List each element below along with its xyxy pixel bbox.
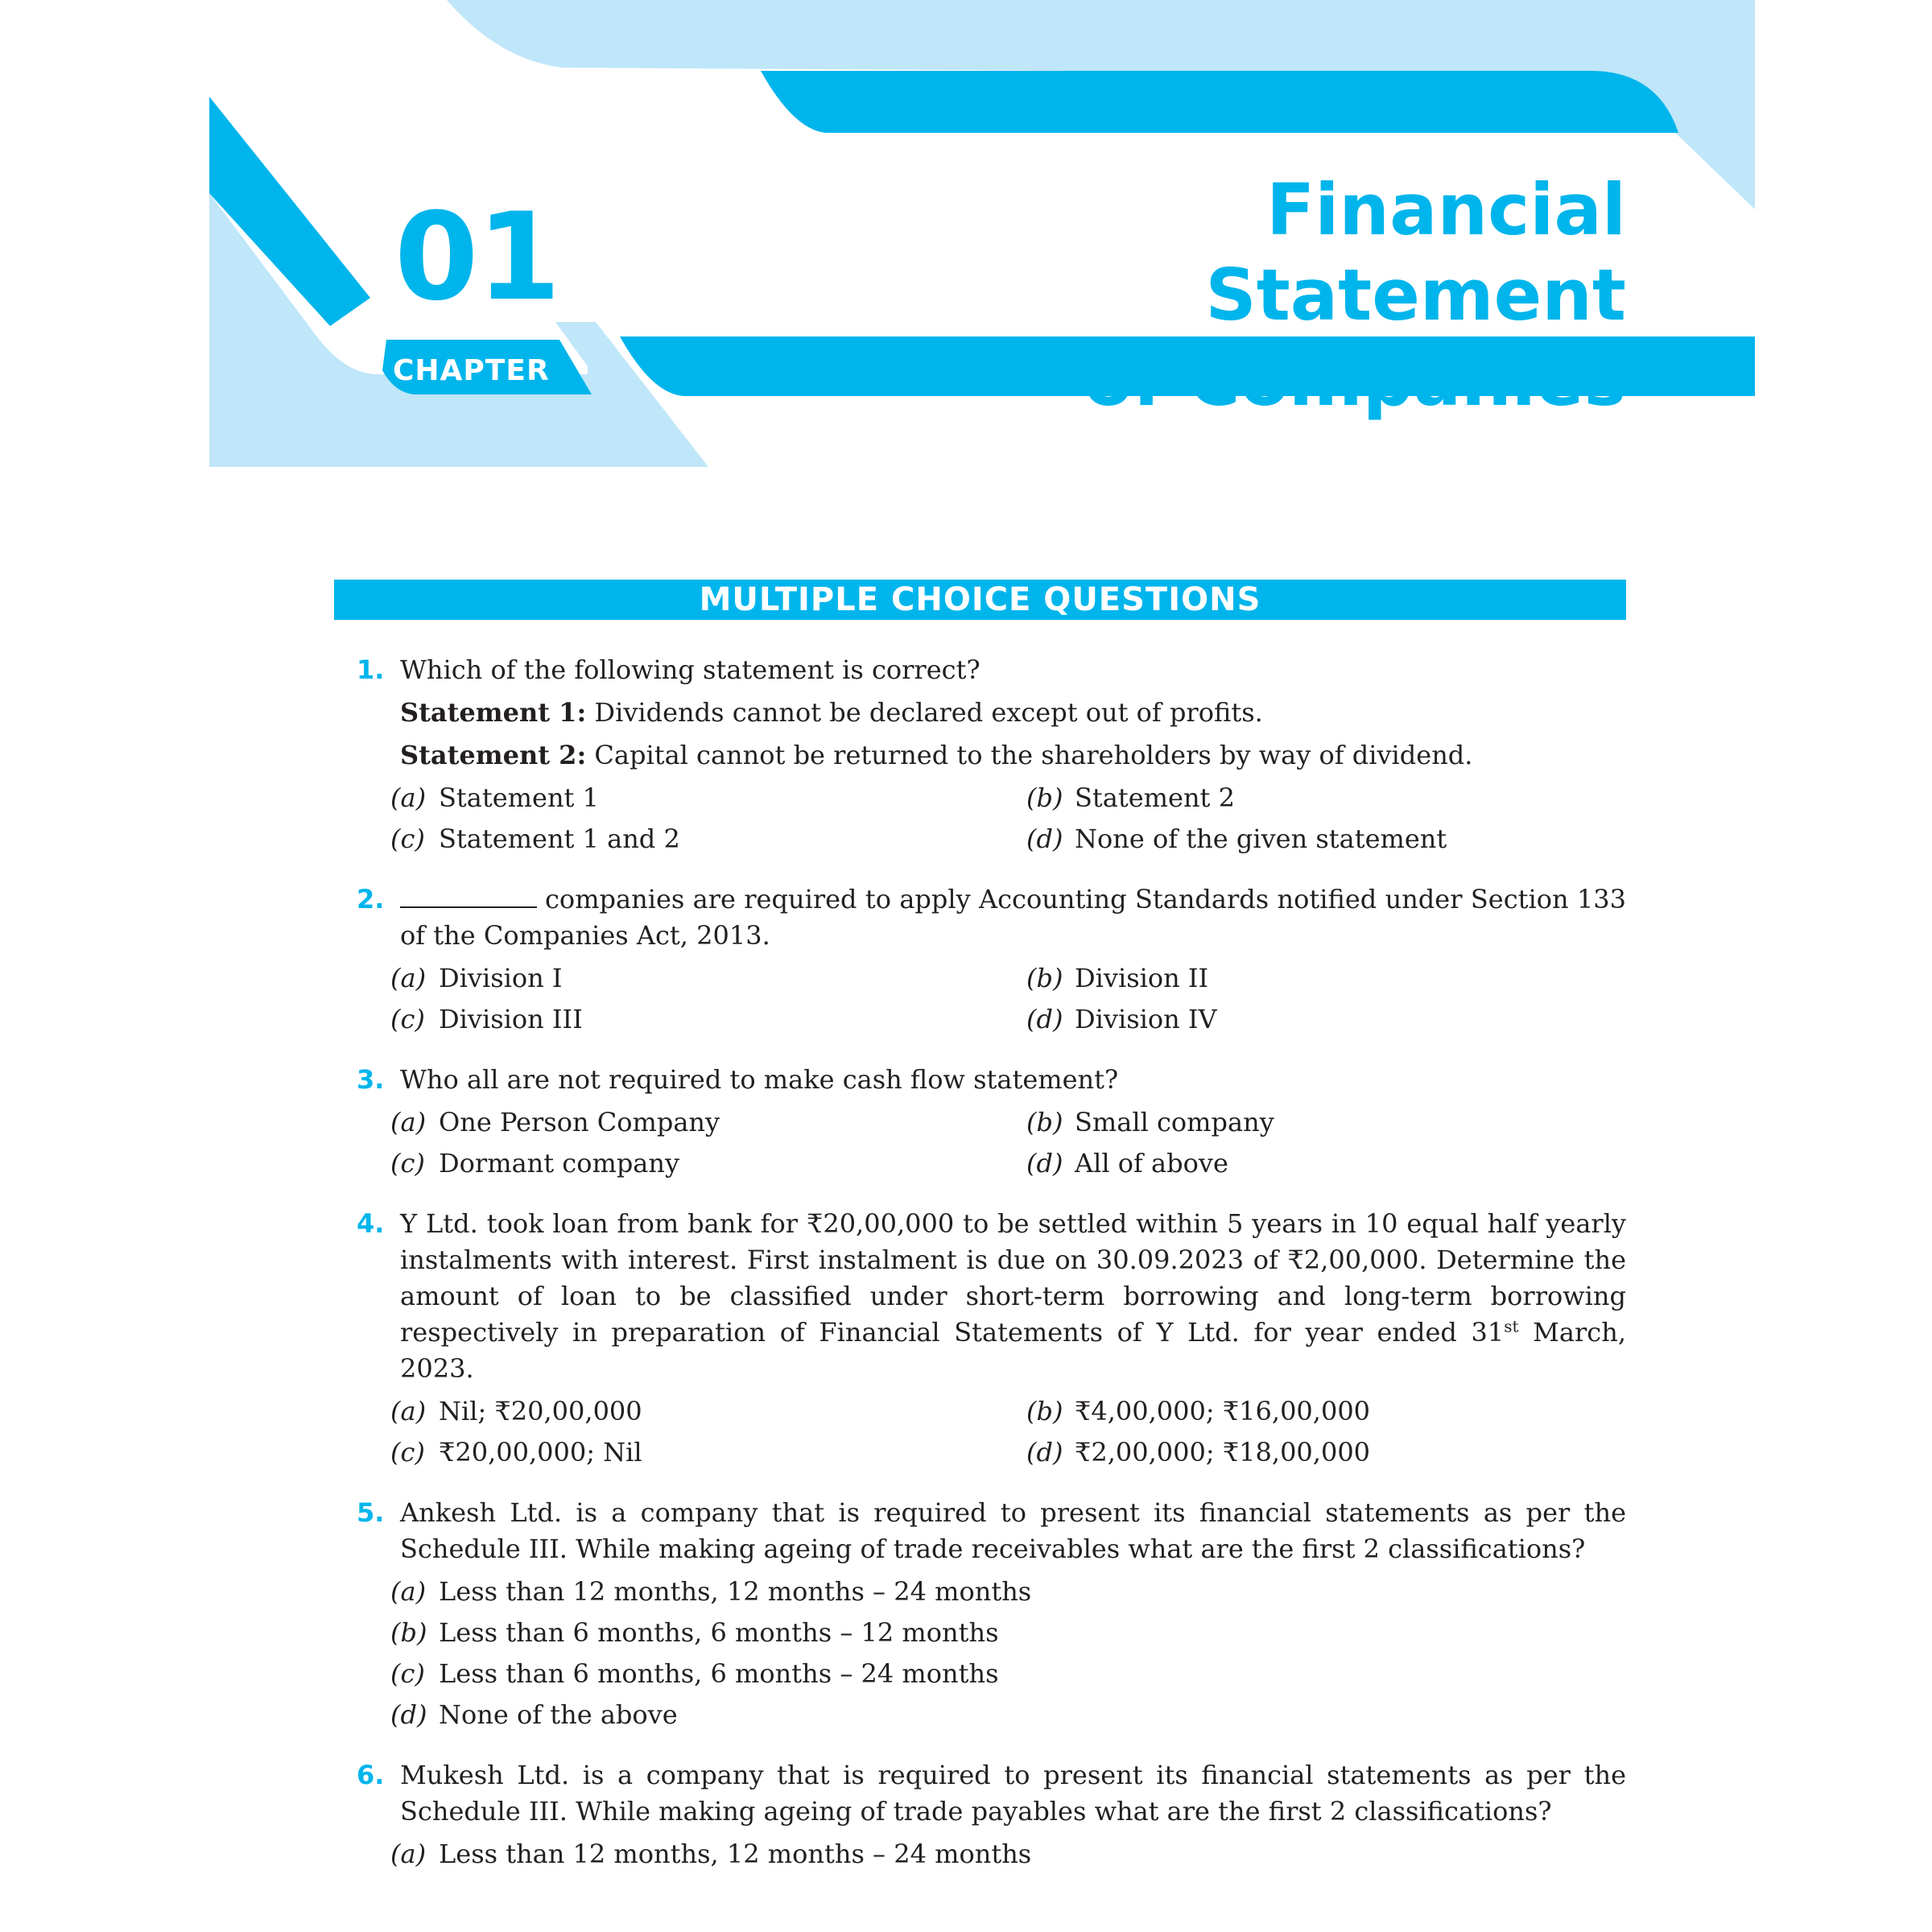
question-text-wrapper	[400, 881, 1626, 954]
chapter-title	[821, 167, 1626, 423]
question-6	[0, 1757, 1932, 1872]
question-number: 6.	[357, 1760, 385, 1790]
option-key: (b)	[1026, 1396, 1063, 1426]
question-text: Mukesh Ltd. is a company that is required to present its financial statements as per the Schedule III. While making ageing of trade payables what are the first 2 classifications?	[400, 1760, 1626, 1827]
option-key: (b)	[1026, 782, 1063, 813]
ordinal-suffix: st	[1504, 1316, 1519, 1336]
option-key: (d)	[1026, 1437, 1063, 1468]
option-d[interactable]	[1026, 1001, 1638, 1038]
chapter-title-line-2: of Companies	[1084, 339, 1626, 422]
option-c[interactable]	[390, 1435, 1026, 1471]
option-d[interactable]	[1026, 1435, 1638, 1471]
option-b[interactable]	[1026, 1393, 1638, 1430]
chapter-number: 01	[394, 188, 559, 328]
option-b[interactable]	[1026, 1104, 1638, 1141]
option-a[interactable]	[390, 960, 1026, 997]
option-c[interactable]	[390, 821, 1026, 857]
option-key: (c)	[390, 1004, 425, 1034]
option-key: (d)	[390, 1699, 427, 1730]
question-number: 4.	[357, 1208, 385, 1239]
question-number: 5.	[357, 1497, 385, 1528]
statement-label: Statement 2:	[400, 740, 587, 770]
option-key: (a)	[390, 1107, 427, 1137]
option-text: Division III	[439, 1004, 583, 1034]
options-grid	[390, 1393, 1626, 1471]
question-text: Ankesh Ltd. is a company that is required to present its financial statements as per the Schedule III. While making ageing of trade receivables what are the first 2 classifications?	[400, 1497, 1626, 1564]
option-key: (c)	[390, 1658, 425, 1689]
option-b[interactable]	[1026, 960, 1638, 997]
options-list	[390, 1836, 1626, 1872]
option-text: Nil; ₹20,00,000	[439, 1396, 642, 1426]
option-d[interactable]	[1026, 821, 1638, 857]
option-text: None of the given statement	[1075, 824, 1447, 854]
question-text: companies are required to apply Accounting Standards notified under Section 133 of the Companies Act, 2013.	[400, 884, 1626, 951]
option-text: Division II	[1075, 963, 1209, 993]
option-key: (c)	[390, 1437, 425, 1468]
option-key: (a)	[390, 1839, 427, 1869]
option-text: Dormant company	[439, 1148, 680, 1179]
question-text: Which of the following statement is correct?	[400, 654, 980, 685]
option-b[interactable]	[1026, 780, 1638, 816]
option-text: ₹4,00,000; ₹16,00,000	[1075, 1396, 1371, 1426]
option-text: Less than 6 months, 6 months – 24 months	[439, 1658, 999, 1689]
option-a[interactable]	[390, 1836, 1638, 1872]
question-4	[0, 1206, 1932, 1471]
statement-label: Statement 1:	[400, 697, 587, 728]
options-grid	[390, 1104, 1626, 1182]
options-grid	[390, 960, 1626, 1038]
section-banner: MULTIPLE CHOICE QUESTIONS	[334, 580, 1626, 620]
option-text: Statement 1	[439, 782, 599, 813]
option-text: Less than 6 months, 6 months – 12 months	[439, 1617, 999, 1648]
option-key: (d)	[1026, 824, 1063, 854]
option-d[interactable]	[1026, 1146, 1638, 1182]
options-list	[390, 1574, 1626, 1733]
option-c[interactable]	[390, 1656, 1638, 1692]
option-key: (b)	[390, 1617, 427, 1648]
option-text: Statement 2	[1075, 782, 1235, 813]
question-5	[0, 1495, 1932, 1733]
question-number: 1.	[357, 654, 385, 685]
question-number: 3.	[357, 1064, 385, 1095]
option-text: Statement 1 and 2	[439, 824, 680, 854]
question-number: 2.	[357, 884, 385, 914]
option-text: Division I	[439, 963, 563, 993]
question-text-end: March, 2023.	[400, 1317, 1627, 1384]
option-key: (b)	[1026, 963, 1063, 993]
option-key: (a)	[390, 1576, 427, 1607]
question-text-wrapper	[400, 1206, 1626, 1387]
option-c[interactable]	[390, 1146, 1026, 1182]
chapter-title-line-1: Financial Statement	[1205, 168, 1626, 336]
statement-1	[400, 695, 1626, 731]
option-key: (a)	[390, 782, 427, 813]
question-text: Who all are not required to make cash flow statement?	[400, 1064, 1119, 1095]
option-text: All of above	[1075, 1148, 1228, 1179]
option-key: (d)	[1026, 1148, 1063, 1179]
chapter-label: CHAPTER	[393, 354, 550, 387]
statement-2	[400, 737, 1626, 774]
option-key: (a)	[390, 1396, 427, 1426]
option-text: None of the above	[439, 1699, 678, 1730]
question-text: Y Ltd. took loan from bank for ₹20,00,000 to be settled within 5 years in 10 equal half yearly instalments with interest. First instalment is due on 30.09.2023 of ₹2,00,000. Determine the amount of loan to be classified under short-term borrowing and long-term borrowing respectively in preparation of Financial Statements of Y Ltd. for year ended 31	[400, 1208, 1626, 1348]
question-list	[0, 652, 1932, 1897]
header-dark-band	[761, 71, 1678, 133]
option-text: ₹20,00,000; Nil	[439, 1437, 642, 1468]
question-1	[0, 652, 1932, 857]
option-key: (a)	[390, 963, 427, 993]
option-text: Less than 12 months, 12 months – 24 months	[439, 1576, 1032, 1607]
option-b[interactable]	[390, 1615, 1638, 1651]
option-a[interactable]	[390, 1104, 1026, 1141]
option-c[interactable]	[390, 1001, 1026, 1038]
option-key: (d)	[1026, 1004, 1063, 1034]
question-2	[0, 881, 1932, 1038]
option-text: Less than 12 months, 12 months – 24 months	[439, 1839, 1032, 1869]
option-d[interactable]	[390, 1697, 1638, 1733]
option-key: (c)	[390, 824, 425, 854]
options-grid	[390, 780, 1626, 857]
option-key: (b)	[1026, 1107, 1063, 1137]
fill-in-blank	[400, 882, 537, 908]
statement-text: Dividends cannot be declared except out of profits.	[586, 697, 1263, 728]
option-text: Division IV	[1075, 1004, 1217, 1034]
option-a[interactable]	[390, 780, 1026, 816]
option-text: ₹2,00,000; ₹18,00,000	[1075, 1437, 1371, 1468]
option-text: One Person Company	[439, 1107, 720, 1137]
option-a[interactable]	[390, 1393, 1026, 1430]
option-key: (c)	[390, 1148, 425, 1179]
option-text: Small company	[1075, 1107, 1274, 1137]
question-3	[0, 1062, 1932, 1182]
option-a[interactable]	[390, 1574, 1638, 1610]
statement-text: Capital cannot be returned to the shareholders by way of dividend.	[586, 740, 1473, 770]
